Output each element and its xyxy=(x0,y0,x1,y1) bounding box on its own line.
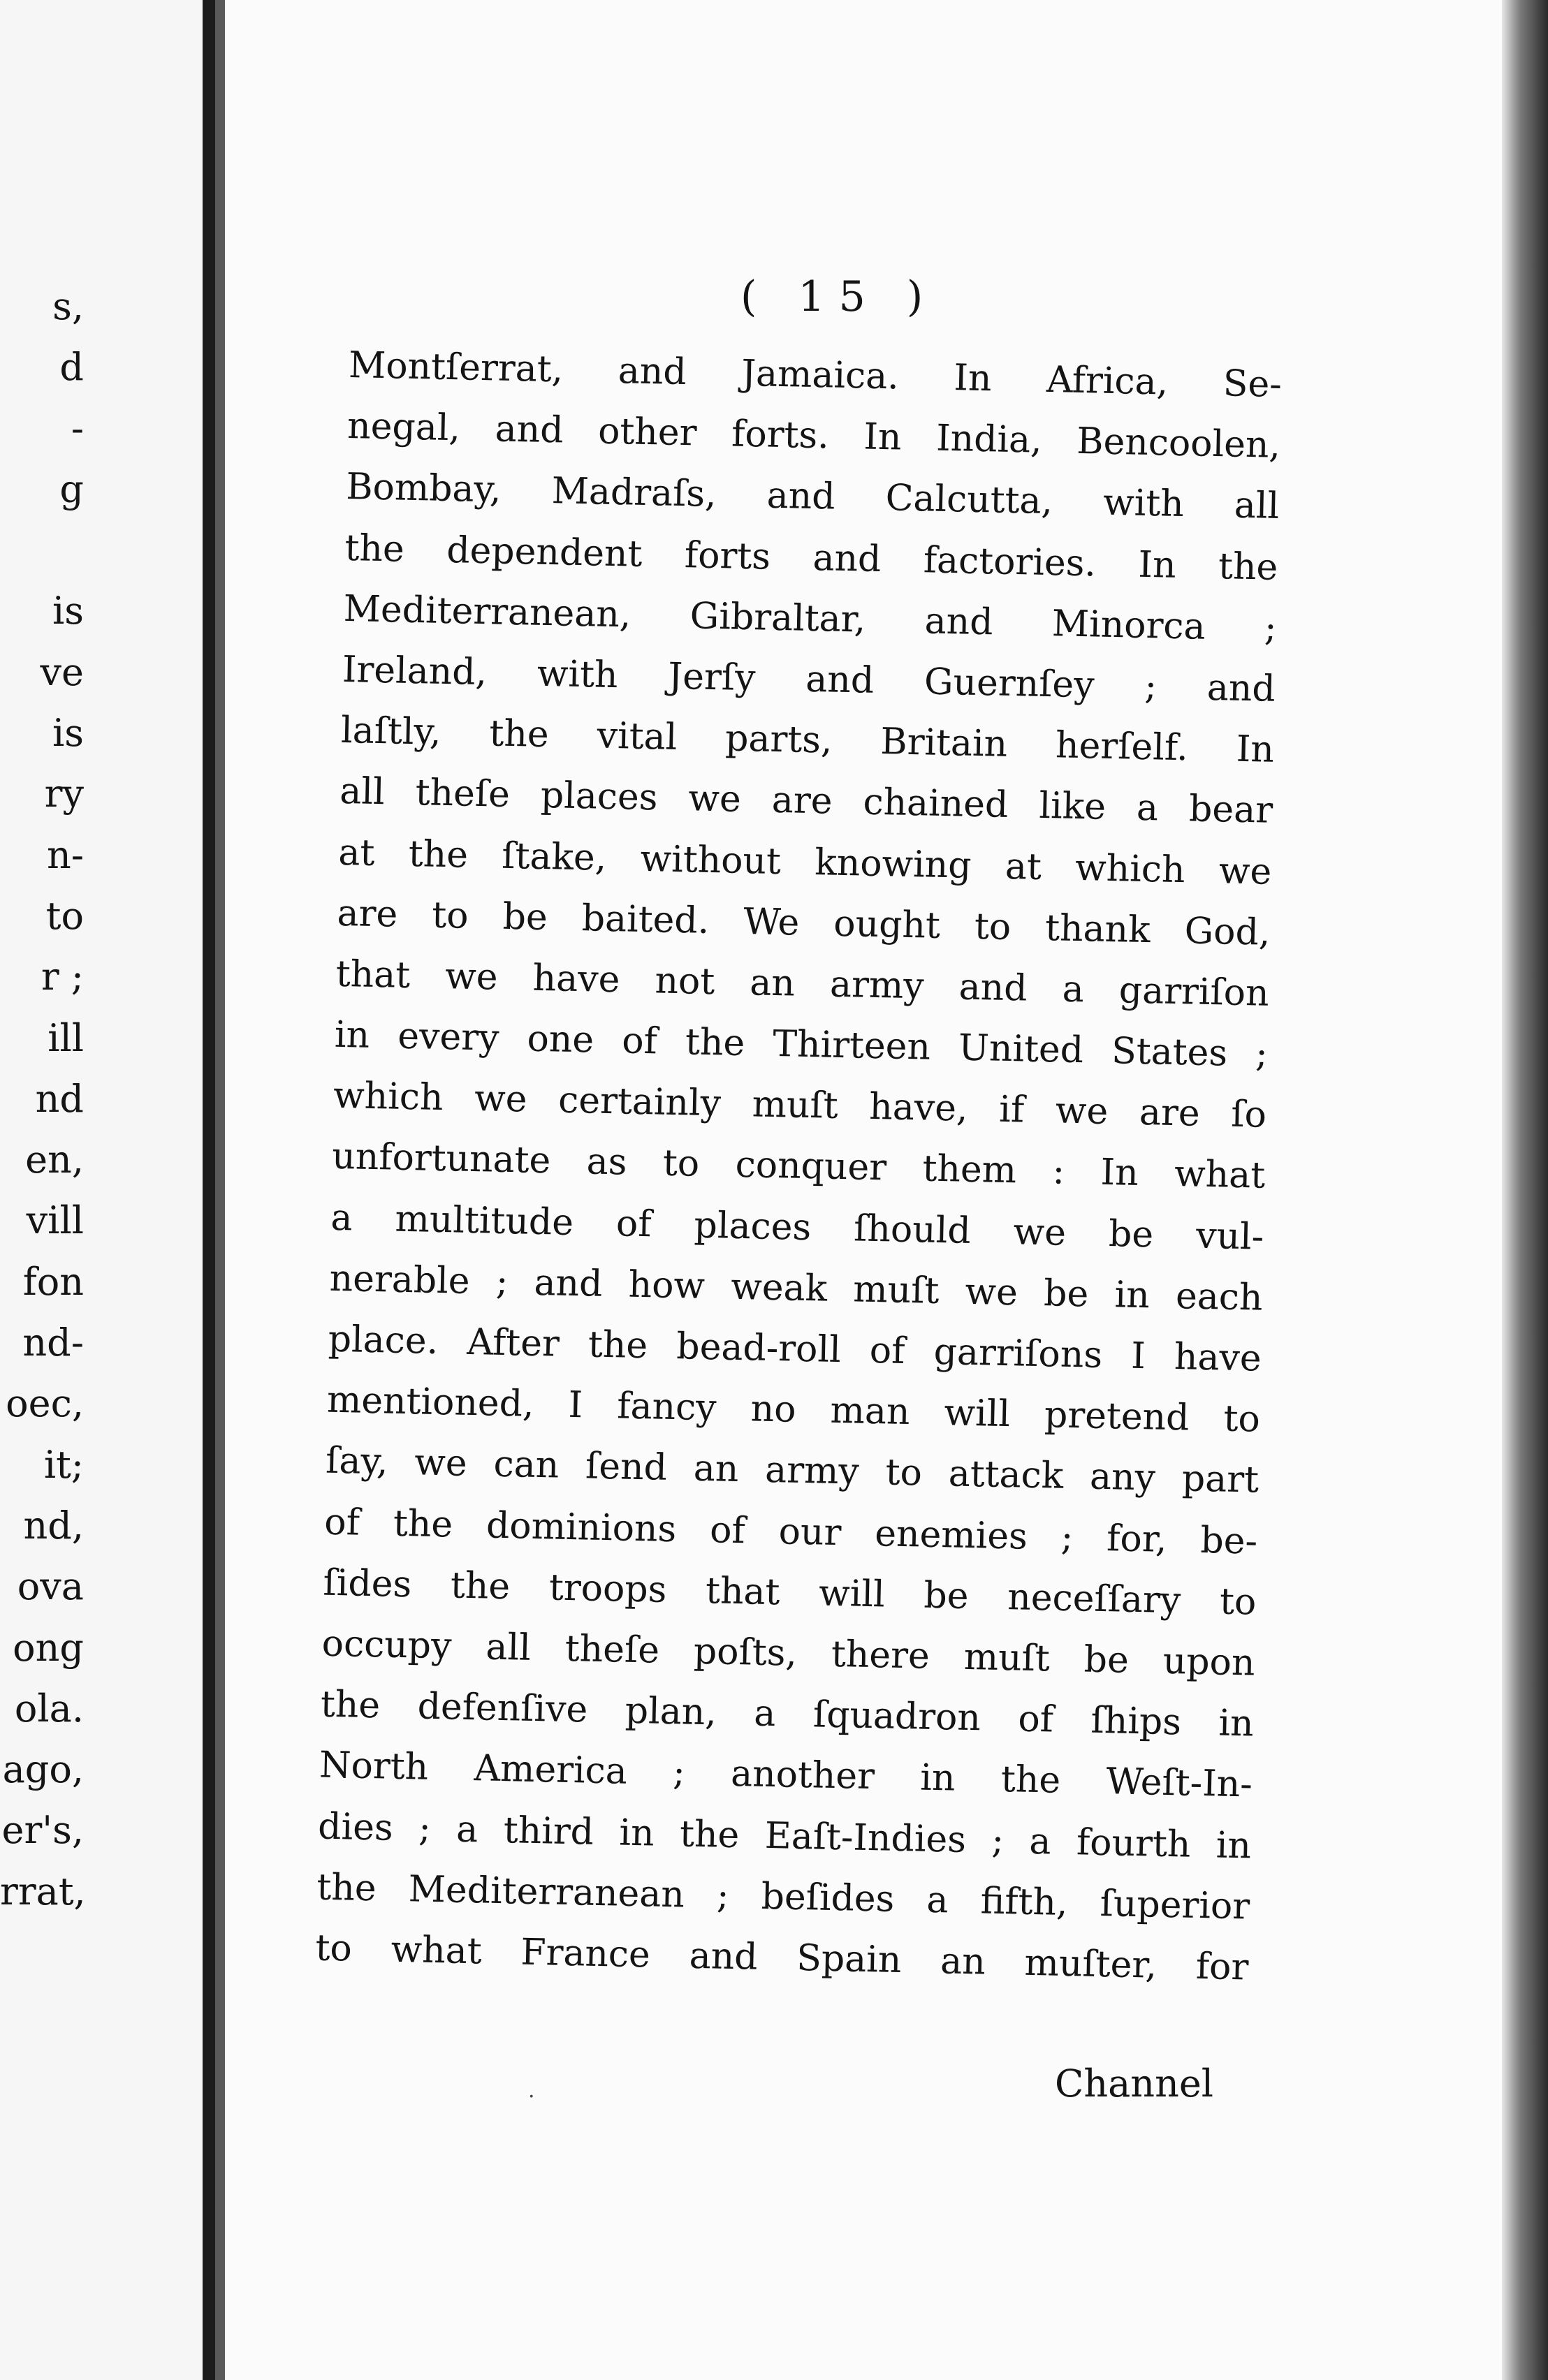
text-line: which we certainly muſt have, if we are ſo xyxy=(333,1075,1267,1136)
fragment-line: oec, xyxy=(6,1381,84,1426)
text-line: ſay, we can ſend an army to attack any part xyxy=(325,1440,1259,1501)
fragment-line: nd, xyxy=(23,1503,84,1548)
fragment-line: ago, xyxy=(2,1747,84,1792)
facing-page-text-fragments xyxy=(0,276,84,1922)
fragment-line: s, xyxy=(52,284,84,328)
printer-mark: · xyxy=(528,2085,535,2109)
fragment-line: - xyxy=(71,406,84,450)
fragment-line: ve xyxy=(40,649,84,694)
fragment-line xyxy=(0,520,84,580)
fragment-line: ova xyxy=(17,1564,84,1609)
fragment-line: n- xyxy=(46,832,84,877)
catchword: Channel xyxy=(1055,2062,1214,2106)
text-line: North America ; another in the Weſt-In- xyxy=(319,1744,1253,1806)
facing-page-edge xyxy=(0,0,203,2380)
fragment-line: fon xyxy=(22,1259,84,1304)
text-line: of the dominions of our enemies ; for, be- xyxy=(323,1501,1258,1563)
fragment-line: er's, xyxy=(1,1808,84,1853)
text-line: Ireland, with Jerſy and Guernſey ; and xyxy=(342,648,1276,710)
text-line: dies ; a third in the Eaſt-Indies ; a fourth in xyxy=(317,1805,1252,1867)
text-line: the Mediterranean ; beſides a fifth, ſuperior xyxy=(316,1866,1250,1928)
fragment-line: d xyxy=(59,345,84,390)
text-line: that we have not an army and a garriſon xyxy=(335,953,1270,1015)
page-edge-shadow xyxy=(1502,0,1548,2380)
text-line: at the ſtake, without knowing at which we xyxy=(337,831,1272,893)
text-line: the dependent forts and factories. In the xyxy=(344,527,1278,589)
text-line: Montſerrat, and Jamaica. In Africa, Se- xyxy=(348,344,1283,406)
fragment-line: nd xyxy=(35,1076,84,1121)
fragment-line: rrat, xyxy=(0,1869,86,1913)
fragment-line: ola. xyxy=(14,1686,84,1731)
text-line: are to be baited. We ought to thank God, xyxy=(337,892,1271,954)
text-line: in every one of the Thirteen United States ; xyxy=(334,1013,1269,1075)
fragment-line: en, xyxy=(25,1138,84,1182)
fragment-line: ill xyxy=(48,1015,84,1060)
book-gutter-shadow xyxy=(203,0,215,2380)
fragment-line: is xyxy=(52,589,84,633)
fragment-line: it; xyxy=(43,1442,84,1487)
text-line: nerable ; and how weak muſt we be in each xyxy=(329,1257,1264,1319)
fragment-line: ong xyxy=(13,1625,84,1670)
page-body-text xyxy=(315,335,1283,1999)
fragment-line: nd- xyxy=(22,1321,84,1365)
fragment-line: is xyxy=(52,711,84,756)
text-line: negal, and other forts. In India, Bencoolen, xyxy=(346,405,1281,467)
text-line: place. After the bead-roll of garriſons I have xyxy=(328,1318,1262,1380)
text-line: laſtly, the vital parts, Britain herſelf. In xyxy=(340,710,1275,771)
fragment-line: r ; xyxy=(41,955,84,999)
fragment-line: vill xyxy=(26,1198,84,1243)
text-line: to what France and Spain an muſter, for xyxy=(314,1927,1249,1989)
fragment-line: ry xyxy=(44,772,84,816)
fragment-line: to xyxy=(45,893,84,938)
text-line: all theſe places we are chained like a bear xyxy=(339,770,1273,832)
text-line: Mediterranean, Gibraltar, and Minorca ; xyxy=(343,587,1278,649)
book-gutter-edge xyxy=(215,0,225,2380)
text-line: the defenſive plan, a ſquadron of ſhips in xyxy=(320,1683,1255,1745)
page-number: ( 15 ) xyxy=(740,272,937,321)
text-line: Bombay, Madraſs, and Calcutta, with all xyxy=(345,466,1280,528)
text-line: unfortunate as to conquer them : In what xyxy=(331,1136,1266,1198)
text-line: mentioned, I fancy no man will pretend to xyxy=(326,1379,1261,1441)
text-line: occupy all theſe poſts, there muſt be upon xyxy=(321,1622,1256,1684)
text-line: a multitude of places ſhould we be vul- xyxy=(330,1196,1264,1258)
fragment-line: g xyxy=(59,467,84,511)
text-line: ſides the troops that will be neceſſary to xyxy=(322,1562,1257,1624)
